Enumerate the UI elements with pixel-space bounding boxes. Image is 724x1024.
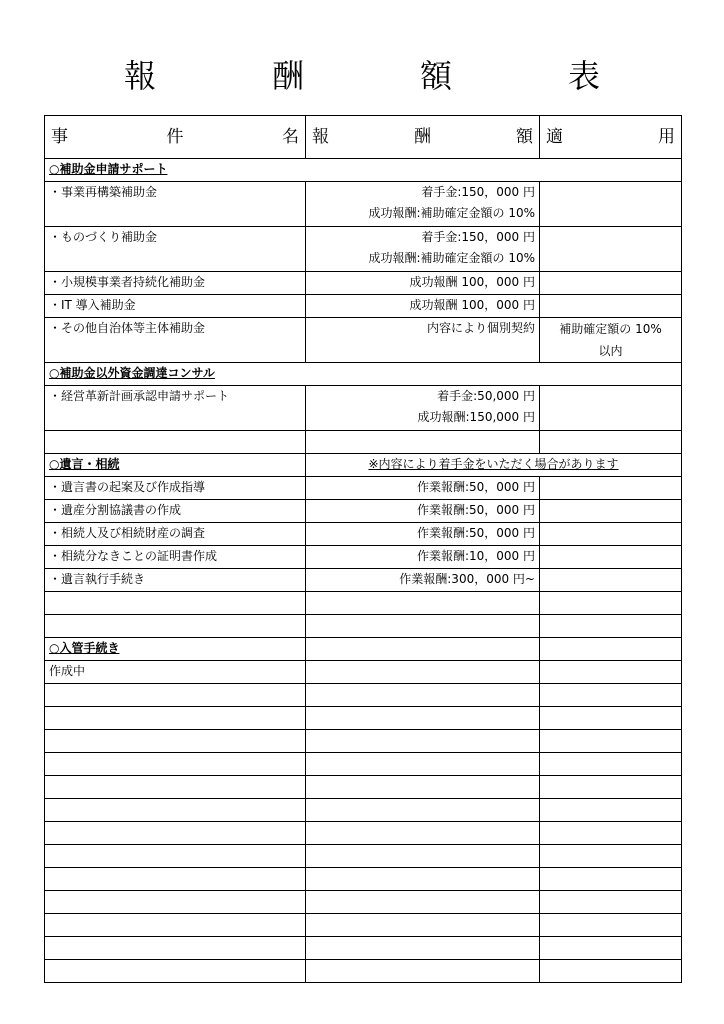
empty-row [45, 592, 682, 615]
header-application: 適 用 [540, 116, 682, 159]
empty-row [45, 431, 682, 454]
note-cell [540, 295, 682, 318]
section-heading: ○入管手続き [45, 638, 306, 661]
fee-cell: 内容により個別契約 [306, 318, 540, 363]
table-row [45, 661, 682, 684]
header-fee: 報 酬 額 [306, 116, 540, 159]
note-cell [540, 523, 682, 546]
matter-cell: ・遺言執行手続き [45, 569, 306, 592]
matter-cell: ・IT 導入補助金 [45, 295, 306, 318]
empty-row [45, 753, 682, 776]
table-row [45, 182, 682, 227]
empty-row [45, 730, 682, 753]
matter-cell: ・遺言書の起案及び作成指導 [45, 477, 306, 500]
note-cell [540, 569, 682, 592]
note-cell [540, 477, 682, 500]
table-row [45, 295, 682, 318]
fee-cell: 着手金:150，000 円 成功報酬:補助確定金額の 10% [306, 182, 540, 227]
matter-cell: ・経営革新計画承認申請サポート [45, 386, 306, 431]
table-row [45, 523, 682, 546]
fee-cell: 作業報酬:50，000 円 [306, 477, 540, 500]
matter-cell: ・相続人及び相続財産の調査 [45, 523, 306, 546]
section-row [45, 638, 682, 661]
empty-row [45, 776, 682, 799]
empty-row [45, 707, 682, 730]
section-heading: ○補助金申請サポート [45, 159, 682, 182]
fee-cell: 着手金:150，000 円 成功報酬:補助確定金額の 10% [306, 227, 540, 272]
fee-cell: 成功報酬 100，000 円 [306, 295, 540, 318]
matter-cell: ・遺産分割協議書の作成 [45, 500, 306, 523]
fee-cell: 作業報酬:10，000 円 [306, 546, 540, 569]
empty-row [45, 960, 682, 983]
empty-row [45, 914, 682, 937]
header-matter: 事 件 名 [45, 116, 306, 159]
table-row [45, 318, 682, 363]
table-row [45, 546, 682, 569]
note-cell [540, 500, 682, 523]
note-cell [540, 386, 682, 431]
note-cell [540, 227, 682, 272]
table-row [45, 272, 682, 295]
table-row [45, 500, 682, 523]
table-row [45, 569, 682, 592]
section-heading: ○遺言・相続 [45, 454, 306, 477]
section-row [45, 454, 682, 477]
note-cell [540, 272, 682, 295]
empty-row [45, 868, 682, 891]
matter-cell: ・小規模事業者持続化補助金 [45, 272, 306, 295]
fee-cell: 成功報酬 100，000 円 [306, 272, 540, 295]
section-row [45, 363, 682, 386]
empty-row [45, 799, 682, 822]
table-row [45, 227, 682, 272]
matter-cell: ・ものづくり補助金 [45, 227, 306, 272]
matter-cell: ・相続分なきことの証明書作成 [45, 546, 306, 569]
page-title: 報 酬 額 表 [123, 57, 642, 95]
empty-row [45, 822, 682, 845]
matter-cell: ・事業再構築補助金 [45, 182, 306, 227]
section-remark: ※内容により着手金をいただく場合があります [306, 454, 682, 477]
fee-cell: 作業報酬:50，000 円 [306, 500, 540, 523]
note-cell: 補助確定額の 10% 以内 [540, 318, 682, 363]
note-cell [540, 546, 682, 569]
section-heading: ○補助金以外資金調達コンサル [45, 363, 682, 386]
fee-table [44, 115, 682, 983]
empty-row [45, 615, 682, 638]
status-cell: 作成中 [45, 661, 306, 684]
empty-row [45, 891, 682, 914]
fee-cell: 作業報酬:300，000 円~ [306, 569, 540, 592]
table-row [45, 386, 682, 431]
empty-row [45, 684, 682, 707]
fee-cell: 作業報酬:50，000 円 [306, 523, 540, 546]
fee-cell: 着手金:50,000 円 成功報酬:150,000 円 [306, 386, 540, 431]
table-header-row [45, 116, 682, 159]
section-row [45, 159, 682, 182]
note-cell [540, 182, 682, 227]
empty-row [45, 845, 682, 868]
table-row [45, 477, 682, 500]
empty-row [45, 937, 682, 960]
matter-cell: ・その他自治体等主体補助金 [45, 318, 306, 363]
